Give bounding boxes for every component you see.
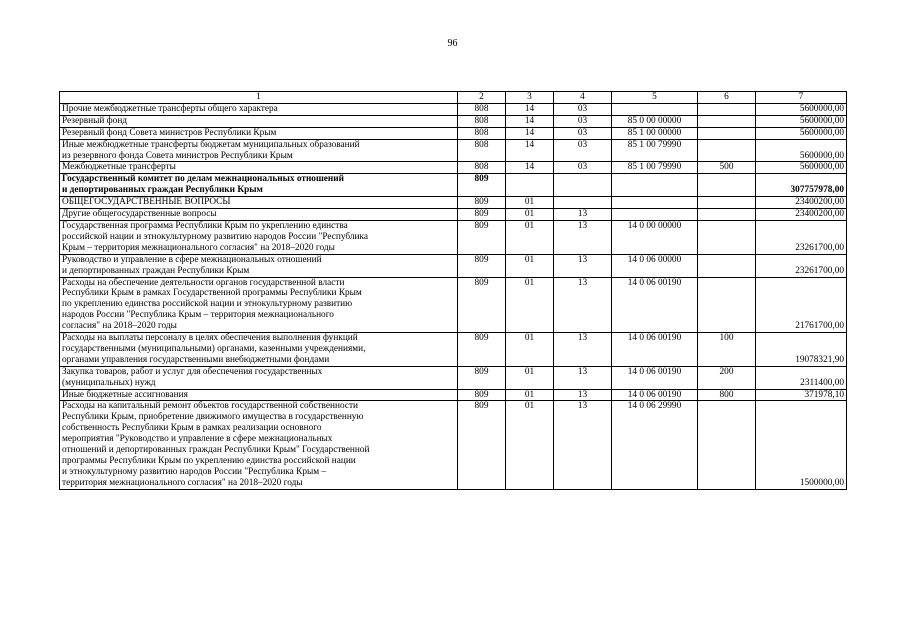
row-code-cell: 809 xyxy=(458,220,506,254)
row-code-cell: 809 xyxy=(458,366,506,389)
row-expense-type-cell xyxy=(698,197,756,209)
row-target-cell: 14 0 06 00190 xyxy=(612,277,698,333)
row-section-cell: 01 xyxy=(506,220,554,254)
row-expense-type-cell xyxy=(698,209,756,221)
column-header: 2 xyxy=(458,92,506,104)
column-header: 1 xyxy=(60,92,458,104)
row-subsection-cell: 03 xyxy=(554,103,612,115)
row-amount-cell: 2311400,00 xyxy=(756,366,847,389)
row-code-cell: 808 xyxy=(458,139,506,162)
row-expense-type-cell: 200 xyxy=(698,366,756,389)
row-amount-cell: 1500000,00 xyxy=(756,401,847,489)
row-name-cell: Межбюджетные трансферты xyxy=(60,162,458,174)
row-target-cell: 85 1 00 00000 xyxy=(612,127,698,139)
row-section-cell: 01 xyxy=(506,366,554,389)
row-expense-type-cell: 100 xyxy=(698,333,756,367)
row-section-cell: 14 xyxy=(506,103,554,115)
row-target-cell: 85 1 00 79990 xyxy=(612,139,698,162)
row-code-cell: 809 xyxy=(458,254,506,277)
row-subsection-cell: 03 xyxy=(554,115,612,127)
row-section-cell: 01 xyxy=(506,333,554,367)
row-section-cell: 01 xyxy=(506,389,554,401)
row-subsection-cell: 13 xyxy=(554,333,612,367)
row-subsection-cell: 13 xyxy=(554,389,612,401)
row-name-cell: Иные межбюджетные трансферты бюджетам муниципальных образований из резервного фонда Совета министров Республики Крым xyxy=(60,139,458,162)
row-section-cell xyxy=(506,174,554,197)
row-expense-type-cell xyxy=(698,254,756,277)
row-amount-cell: 21761700,00 xyxy=(756,277,847,333)
row-target-cell: 85 1 00 79990 xyxy=(612,162,698,174)
row-code-cell: 809 xyxy=(458,174,506,197)
row-amount-cell: 23400200,00 xyxy=(756,209,847,221)
row-section-cell: 14 xyxy=(506,162,554,174)
row-subsection-cell: 03 xyxy=(554,127,612,139)
table-row xyxy=(60,209,847,221)
column-header: 3 xyxy=(506,92,554,104)
row-expense-type-cell xyxy=(698,220,756,254)
row-target-cell xyxy=(612,103,698,115)
row-amount-cell: 5600000,00 xyxy=(756,139,847,162)
row-target-cell: 14 0 00 00000 xyxy=(612,220,698,254)
row-expense-type-cell xyxy=(698,115,756,127)
row-code-cell: 809 xyxy=(458,277,506,333)
row-name-cell: Расходы на обеспечение деятельности органов государственной власти Республики Крым в рамках Государственной программы Республики Крым по укреплению единства российской нации и этнокультурному развитию народов России "Республика Крым – территория межнационального согласия" на 2018–2020 годы xyxy=(60,277,458,333)
row-subsection-cell: 13 xyxy=(554,401,612,489)
table-row xyxy=(60,162,847,174)
table-row xyxy=(60,277,847,333)
row-name-cell: Расходы на капитальный ремонт объектов государственной собственности Республики Крым, приобретение движимого имущества в государственную собственность Республики Крым в рамках реализации основного мероприятия "Руководство и управление в сфере межнациональных отношений и депортированных граждан Республики Крым" Государственной программы Республики Крым по укреплению единства российской нации и этнокультурному развитию народов России "Республика Крым – территория межнационального согласия" на 2018–2020 годы xyxy=(60,401,458,489)
row-section-cell: 01 xyxy=(506,209,554,221)
row-amount-cell: 5600000,00 xyxy=(756,127,847,139)
column-header: 5 xyxy=(612,92,698,104)
row-target-cell xyxy=(612,174,698,197)
row-amount-cell: 23261700,00 xyxy=(756,254,847,277)
row-expense-type-cell: 500 xyxy=(698,162,756,174)
row-amount-cell: 19078321,90 xyxy=(756,333,847,367)
row-name-cell: Иные бюджетные ассигнования xyxy=(60,389,458,401)
table-row xyxy=(60,115,847,127)
table-row xyxy=(60,254,847,277)
row-name-cell: Закупка товаров, работ и услуг для обеспечения государственных (муниципальных) нужд xyxy=(60,366,458,389)
row-subsection-cell: 13 xyxy=(554,366,612,389)
row-name-cell: Другие общегосударственные вопросы xyxy=(60,209,458,221)
row-code-cell: 808 xyxy=(458,115,506,127)
row-name-cell: Государственная программа Республики Крым по укреплению единства российской нации и этнокультурному развитию народов России "Республика Крым – территория межнационального согласия" на 2018–2020 годы xyxy=(60,220,458,254)
row-subsection-cell: 13 xyxy=(554,277,612,333)
row-target-cell: 14 0 06 00190 xyxy=(612,366,698,389)
row-section-cell: 01 xyxy=(506,254,554,277)
row-amount-cell: 23261700,00 xyxy=(756,220,847,254)
row-subsection-cell: 13 xyxy=(554,209,612,221)
row-section-cell: 14 xyxy=(506,115,554,127)
row-expense-type-cell: 800 xyxy=(698,389,756,401)
table-row xyxy=(60,127,847,139)
row-code-cell: 809 xyxy=(458,209,506,221)
table-row xyxy=(60,174,847,197)
row-target-cell xyxy=(612,209,698,221)
table-row xyxy=(60,366,847,389)
budget-table xyxy=(59,91,847,490)
row-code-cell: 809 xyxy=(458,333,506,367)
row-name-cell: ОБЩЕГОСУДАРСТВЕННЫЕ ВОПРОСЫ xyxy=(60,197,458,209)
row-subsection-cell: 13 xyxy=(554,254,612,277)
row-amount-cell: 371978,10 xyxy=(756,389,847,401)
row-section-cell: 01 xyxy=(506,277,554,333)
table-row xyxy=(60,220,847,254)
row-code-cell: 808 xyxy=(458,162,506,174)
row-amount-cell: 23400200,00 xyxy=(756,197,847,209)
row-amount-cell: 5600000,00 xyxy=(756,103,847,115)
row-name-cell: Расходы на выплаты персоналу в целях обеспечения выполнения функций государственными (муниципальными) органами, казенными учреждениями, органами управления государственными внебюджетными фондами xyxy=(60,333,458,367)
row-name-cell: Руководство и управление в сфере межнациональных отношений и депортированных граждан Республики Крым xyxy=(60,254,458,277)
row-subsection-cell: 03 xyxy=(554,139,612,162)
row-expense-type-cell xyxy=(698,401,756,489)
column-header: 6 xyxy=(698,92,756,104)
row-code-cell: 808 xyxy=(458,103,506,115)
row-section-cell: 14 xyxy=(506,139,554,162)
column-header: 4 xyxy=(554,92,612,104)
row-code-cell: 809 xyxy=(458,197,506,209)
table-row xyxy=(60,197,847,209)
table-row xyxy=(60,389,847,401)
row-expense-type-cell xyxy=(698,139,756,162)
row-amount-cell: 307757978,00 xyxy=(756,174,847,197)
row-name-cell: Государственный комитет по делам межнациональных отношений и депортированных граждан Республики Крым xyxy=(60,174,458,197)
row-code-cell: 808 xyxy=(458,127,506,139)
row-section-cell: 14 xyxy=(506,127,554,139)
row-section-cell: 01 xyxy=(506,197,554,209)
row-name-cell: Резервный фонд xyxy=(60,115,458,127)
row-subsection-cell: 13 xyxy=(554,220,612,254)
row-amount-cell: 5600000,00 xyxy=(756,162,847,174)
table-header-row xyxy=(60,92,847,104)
row-code-cell: 809 xyxy=(458,401,506,489)
row-target-cell: 14 0 06 00000 xyxy=(612,254,698,277)
row-target-cell: 14 0 06 29990 xyxy=(612,401,698,489)
row-name-cell: Резервный фонд Совета министров Республики Крым xyxy=(60,127,458,139)
row-subsection-cell xyxy=(554,174,612,197)
table-row xyxy=(60,139,847,162)
table-row xyxy=(60,333,847,367)
row-expense-type-cell xyxy=(698,277,756,333)
row-target-cell: 14 0 06 00190 xyxy=(612,333,698,367)
table-row xyxy=(60,401,847,489)
row-subsection-cell: 03 xyxy=(554,162,612,174)
column-header: 7 xyxy=(756,92,847,104)
page-number: 96 xyxy=(447,38,458,49)
row-target-cell: 14 0 06 00190 xyxy=(612,389,698,401)
row-code-cell: 809 xyxy=(458,389,506,401)
row-target-cell xyxy=(612,197,698,209)
row-expense-type-cell xyxy=(698,127,756,139)
row-subsection-cell xyxy=(554,197,612,209)
row-expense-type-cell xyxy=(698,103,756,115)
row-name-cell: Прочие межбюджетные трансферты общего характера xyxy=(60,103,458,115)
table-row xyxy=(60,103,847,115)
row-amount-cell: 5600000,00 xyxy=(756,115,847,127)
row-section-cell: 01 xyxy=(506,401,554,489)
row-target-cell: 85 0 00 00000 xyxy=(612,115,698,127)
row-expense-type-cell xyxy=(698,174,756,197)
